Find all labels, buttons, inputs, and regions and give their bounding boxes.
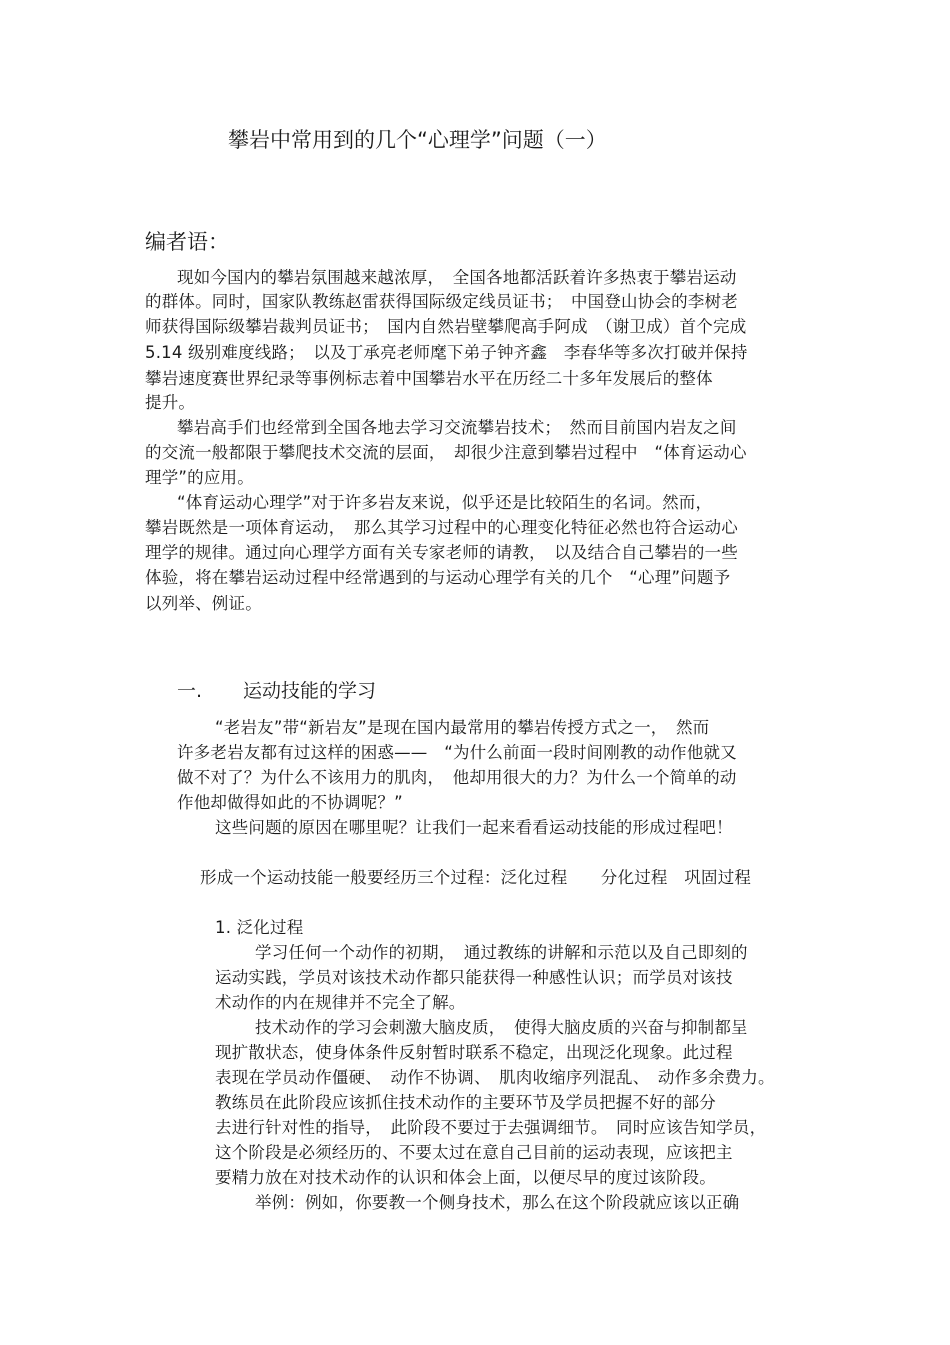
paragraph-line: 教练员在此阶段应该抓住技术动作的主要环节及学员把握不好的部分 — [215, 1093, 716, 1112]
paragraph-line: 体验，将在攀岩运动过程中经常遇到的与运动心理学有关的几个 “心理”问题予 — [145, 568, 731, 587]
paragraph-line: 现如今国内的攀岩氛围越来越浓厚， 全国各地都活跃着许多热衷于攀岩运动 — [177, 268, 737, 287]
paragraph-line: 学习任何一个动作的初期， 通过教练的讲解和示范以及自己即刻的 — [255, 943, 748, 962]
paragraph-line: 运动实践，学员对该技术动作都只能获得一种感性认识；而学员对该技 — [215, 968, 733, 987]
paragraph-line: “体育运动心理学”对于许多岩友来说，似乎还是比较陌生的名词。然而， — [177, 493, 713, 512]
paragraph-line: 的交流一般都限于攀爬技术交流的层面， 却很少注意到攀岩过程中 “体育运动心 — [145, 443, 747, 462]
paragraph-line: 表现在学员动作僵硬、 动作不协调、 肌肉收缩序列混乱、 动作多余费力。 — [215, 1068, 775, 1087]
section-heading: 运动技能的学习 — [243, 680, 377, 702]
paragraph-line: 提升。 — [145, 393, 196, 412]
paragraph-line: 这些问题的原因在哪里呢？让我们一起来看看运动技能的形成过程吧！ — [215, 818, 733, 837]
paragraph-line: 举例：例如，你要教一个侧身技术，那么在这个阶段就应该以正确 — [255, 1193, 740, 1212]
paragraph-line: 作他却做得如此的不协调呢？” — [177, 793, 403, 812]
paragraph-line: 许多老岩友都有过这样的困惑—— “为什么前面一段时间刚教的动作他就又 — [177, 743, 737, 762]
document-title: 攀岩中常用到的几个“心理学”问题（一） — [228, 128, 607, 152]
paragraph-line: 技术动作的学习会刺激大脑皮质， 使得大脑皮质的兴奋与抑制都呈 — [255, 1018, 748, 1037]
paragraph-line: 做不对了？为什么不该用力的肌肉， 他却用很大的力？为什么一个简单的动 — [177, 768, 737, 787]
paragraph-line: 这个阶段是必须经历的、不要太过在意自己目前的运动表现，应该把主 — [215, 1143, 733, 1162]
paragraph-line: 以列举、例证。 — [145, 594, 262, 613]
paragraph-line: 去进行针对性的指导， 此阶段不要过于去强调细节。 同时应该告知学员， — [215, 1118, 767, 1137]
paragraph-line: 要精力放在对技术动作的认识和体会上面，以便尽早的度过该阶段。 — [215, 1168, 716, 1187]
paragraph-line: 理学”的应用。 — [145, 468, 254, 487]
paragraph-line: 术动作的内在规律并不完全了解。 — [215, 993, 466, 1012]
section-number: 一. — [177, 680, 203, 702]
paragraph-line: 5.14 级别难度线路； 以及丁承亮老师麾下弟子钟齐鑫 李春华等多次打破并保持 — [145, 343, 748, 362]
paragraph-line: 现扩散状态，使身体条件反射暂时联系不稳定，出现泛化现象。此过程 — [215, 1043, 733, 1062]
subsection-heading: 1. 泛化过程 — [215, 918, 304, 937]
paragraph-line: 攀岩既然是一项体育运动， 那么其学习过程中的心理变化特征必然也符合运动心 — [145, 518, 738, 537]
paragraph-line: 攀岩速度赛世界纪录等事例标志着中国攀岩水平在历经二十多年发展后的整体 — [145, 369, 713, 388]
paragraph-line: 理学的规律。通过向心理学方面有关专家老师的请教， 以及结合自己攀岩的一些 — [145, 543, 738, 562]
paragraph-line: “老岩友”带“新岩友”是现在国内最常用的攀岩传授方式之一， 然而 — [215, 718, 710, 737]
stages-line: 形成一个运动技能一般要经历三个过程：泛化过程 分化过程 巩固过程 — [200, 868, 752, 887]
paragraph-line: 攀岩高手们也经常到全国各地去学习交流攀岩技术； 然而目前国内岩友之间 — [177, 418, 737, 437]
paragraph-line: 师获得国际级攀岩裁判员证书； 国内自然岩壁攀爬高手阿成 （谢卫成）首个完成 — [145, 317, 747, 336]
paragraph-line: 的群体。同时，国家队教练赵雷获得国际级定线员证书； 中国登山协会的李树老 — [145, 292, 738, 311]
editor-note-heading: 编者语： — [145, 230, 229, 254]
